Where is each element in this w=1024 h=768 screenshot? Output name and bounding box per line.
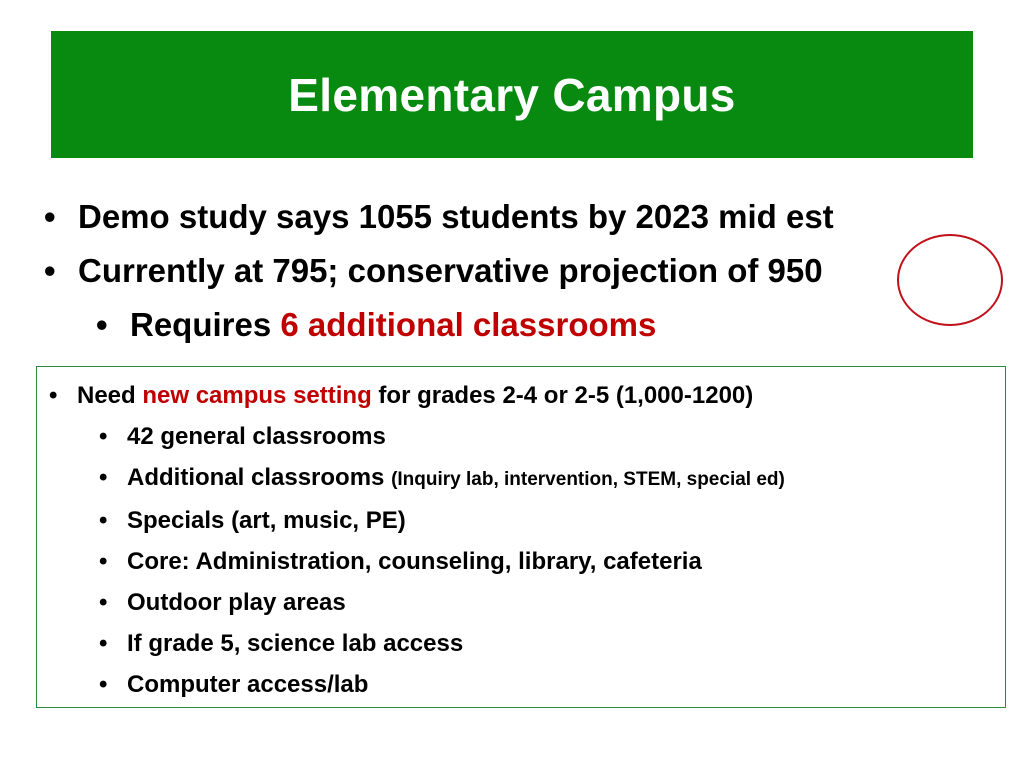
box-sub-item <box>49 500 785 541</box>
bullet-dot: • <box>99 589 108 616</box>
bullet-note: (Inquiry lab, intervention, STEM, special ed) <box>391 469 785 490</box>
bullet-text: Need <box>77 382 143 409</box>
bullet-text: Computer access/lab <box>127 671 369 698</box>
bullet-dot: • <box>99 548 108 575</box>
bullet-dot: • <box>49 382 58 409</box>
bullet-text: Currently at 795; conservative projection of 950 <box>78 252 823 289</box>
bullet-dot: • <box>44 252 56 289</box>
bullet-dot: • <box>99 671 108 698</box>
bullet-text: Outdoor play areas <box>127 589 346 616</box>
bullet-text: Additional classrooms <box>127 464 392 491</box>
box-sub-item <box>49 416 785 457</box>
highlight-text: 6 additional classrooms <box>280 306 657 343</box>
bullet-text: for grades 2-4 or 2-5 (1,000-1200) <box>371 382 754 409</box>
bullet-text: Specials (art, music, PE) <box>127 507 406 534</box>
box-sub-item <box>49 623 785 664</box>
bullet-text: If grade 5, science lab access <box>127 630 464 657</box>
box-bullet-item <box>49 375 785 416</box>
bullet-item <box>44 190 1004 244</box>
requirements-box <box>36 366 1006 708</box>
top-bullet-list <box>44 190 1004 352</box>
bullet-dot: • <box>99 464 108 491</box>
bullet-dot: • <box>99 423 108 450</box>
bullet-text: 42 general classrooms <box>127 423 386 450</box>
box-sub-item <box>49 541 785 582</box>
bullet-text: Core: Administration, counseling, library, cafeteria <box>127 548 702 575</box>
bullet-text: Demo study says 1055 students by 2023 mid est <box>78 198 834 235</box>
box-sub-item <box>49 664 785 705</box>
slide-title: Elementary Campus <box>288 68 736 121</box>
box-sub-item <box>49 582 785 623</box>
box-sub-item <box>49 457 785 500</box>
bullet-dot: • <box>99 630 108 657</box>
bullet-dot: • <box>44 198 56 235</box>
bullet-dot: • <box>99 507 108 534</box>
bullet-item <box>44 244 1004 298</box>
title-banner <box>51 31 973 158</box>
bullet-text: Requires <box>130 306 281 343</box>
bullet-dot: • <box>96 306 108 343</box>
requirements-list <box>49 375 785 705</box>
highlight-text: new campus setting <box>142 382 372 409</box>
annotation-circle <box>897 234 1003 326</box>
sub-bullet-item <box>44 298 1004 352</box>
